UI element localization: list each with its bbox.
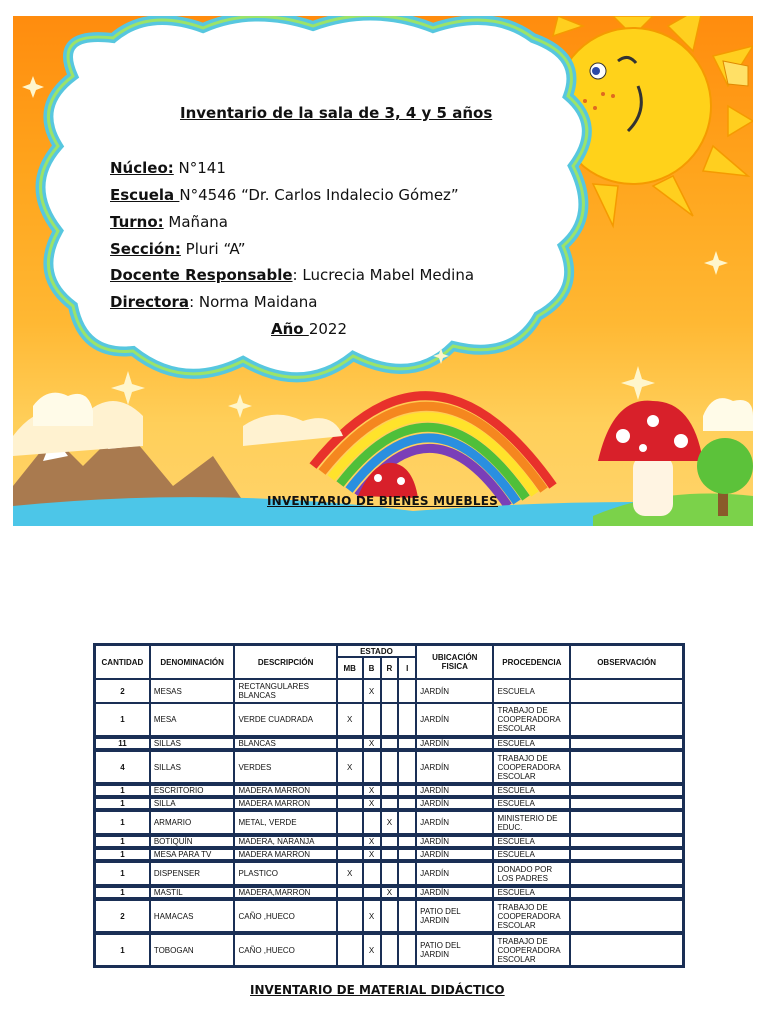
cell-cantidad: 1 bbox=[95, 834, 150, 847]
cell-ubicacion: JARDÍN bbox=[416, 834, 493, 847]
cell-mb bbox=[337, 809, 363, 834]
cell-cantidad: 1 bbox=[95, 809, 150, 834]
cell-procedencia: TRABAJO DE COOPERADORA ESCOLAR bbox=[493, 749, 570, 783]
section-title-didactico: INVENTARIO DE MATERIAL DIDÁCTICO bbox=[250, 983, 505, 997]
cell-denominacion: MESAS bbox=[150, 679, 235, 703]
cell-ubicacion: JARDÍN bbox=[416, 796, 493, 809]
info-value: : Norma Maidana bbox=[189, 293, 318, 311]
rainbow-icon bbox=[313, 396, 553, 506]
cell-observacion bbox=[570, 796, 683, 809]
info-value: N°141 bbox=[173, 159, 226, 177]
cell-b bbox=[363, 860, 381, 885]
cell-r bbox=[381, 796, 399, 809]
table-row bbox=[95, 783, 683, 796]
cell-r bbox=[381, 749, 399, 783]
cell-descripcion: VERDES bbox=[234, 749, 336, 783]
cell-i bbox=[398, 834, 416, 847]
header-mb: MB bbox=[337, 657, 363, 679]
cell-procedencia: MINISTERIO DE EDUC. bbox=[493, 809, 570, 834]
table-row bbox=[95, 703, 683, 736]
cell-i bbox=[398, 703, 416, 736]
table-row bbox=[95, 898, 683, 932]
info-nucleo bbox=[110, 159, 226, 177]
cell-r bbox=[381, 898, 399, 932]
cell-i bbox=[398, 860, 416, 885]
info-docente bbox=[110, 266, 474, 284]
cell-descripcion: MADERA MARRON bbox=[234, 796, 336, 809]
cell-ubicacion: JARDÍN bbox=[416, 703, 493, 736]
header-i: I bbox=[398, 657, 416, 679]
cell-observacion bbox=[570, 783, 683, 796]
cell-ubicacion: PATIO DEL JARDIN bbox=[416, 932, 493, 966]
header-estado: ESTADO bbox=[337, 645, 416, 657]
table-row bbox=[95, 749, 683, 783]
cell-descripcion: CAÑO ,HUECO bbox=[234, 932, 336, 966]
cell-denominacion: SILLAS bbox=[150, 749, 235, 783]
cell-b: X bbox=[363, 932, 381, 966]
cell-cantidad: 2 bbox=[95, 898, 150, 932]
cell-b: X bbox=[363, 796, 381, 809]
info-year bbox=[271, 320, 347, 338]
cover-illustration bbox=[13, 16, 753, 526]
cell-descripcion: CAÑO ,HUECO bbox=[234, 898, 336, 932]
cell-cantidad: 1 bbox=[95, 783, 150, 796]
cell-observacion bbox=[570, 847, 683, 860]
cell-observacion bbox=[570, 860, 683, 885]
info-seccion bbox=[110, 240, 246, 258]
cell-ubicacion: PATIO DEL JARDIN bbox=[416, 898, 493, 932]
cover-title: Inventario de la sala de 3, 4 y 5 años bbox=[180, 104, 493, 122]
info-label: Directora bbox=[110, 293, 190, 311]
cell-denominacion: ARMARIO bbox=[150, 809, 235, 834]
cell-mb bbox=[337, 796, 363, 809]
header-observacion: OBSERVACIÓN bbox=[570, 645, 683, 679]
cell-ubicacion: JARDÍN bbox=[416, 783, 493, 796]
info-directora bbox=[110, 293, 317, 311]
cell-r: X bbox=[381, 885, 399, 898]
cell-denominacion: DISPENSER bbox=[150, 860, 235, 885]
cell-mb: X bbox=[337, 749, 363, 783]
cell-b bbox=[363, 885, 381, 898]
table-row bbox=[95, 809, 683, 834]
cell-denominacion: BOTIQUÍN bbox=[150, 834, 235, 847]
cell-b bbox=[363, 809, 381, 834]
cell-denominacion: MESA bbox=[150, 703, 235, 736]
cell-mb: X bbox=[337, 860, 363, 885]
cell-observacion bbox=[570, 932, 683, 966]
info-value: Pluri “A” bbox=[180, 240, 246, 258]
cell-procedencia: ESCUELA bbox=[493, 736, 570, 749]
cell-denominacion: SILLAS bbox=[150, 736, 235, 749]
cell-cantidad: 1 bbox=[95, 885, 150, 898]
cell-i bbox=[398, 847, 416, 860]
cell-procedencia: DONADO POR LOS PADRES bbox=[493, 860, 570, 885]
table-row bbox=[95, 796, 683, 809]
cell-observacion bbox=[570, 736, 683, 749]
cell-descripcion: BLANCAS bbox=[234, 736, 336, 749]
cell-procedencia: ESCUELA bbox=[493, 834, 570, 847]
table-row bbox=[95, 736, 683, 749]
cell-mb: X bbox=[337, 703, 363, 736]
cell-i bbox=[398, 783, 416, 796]
cell-mb bbox=[337, 885, 363, 898]
cell-r bbox=[381, 932, 399, 966]
cell-i bbox=[398, 796, 416, 809]
cell-observacion bbox=[570, 749, 683, 783]
cell-r bbox=[381, 783, 399, 796]
cell-mb bbox=[337, 834, 363, 847]
table-row bbox=[95, 847, 683, 860]
cell-cantidad: 1 bbox=[95, 932, 150, 966]
info-escuela bbox=[110, 186, 459, 204]
cell-denominacion: MESA PARA TV bbox=[150, 847, 235, 860]
cell-i bbox=[398, 932, 416, 966]
cell-observacion bbox=[570, 834, 683, 847]
cell-mb bbox=[337, 679, 363, 703]
cell-procedencia: TRABAJO DE COOPERADORA ESCOLAR bbox=[493, 898, 570, 932]
year-label: Año bbox=[271, 320, 309, 338]
cell-cantidad: 1 bbox=[95, 860, 150, 885]
cell-denominacion: ESCRITORIO bbox=[150, 783, 235, 796]
info-label: Sección: bbox=[110, 240, 181, 258]
cell-b bbox=[363, 703, 381, 736]
section-title-bienes: INVENTARIO DE BIENES MUEBLES bbox=[267, 494, 498, 508]
header-ubicacion: UBICACIÓN FISICA bbox=[416, 645, 493, 679]
cell-cantidad: 1 bbox=[95, 847, 150, 860]
info-label: Núcleo: bbox=[110, 159, 174, 177]
cell-mb bbox=[337, 847, 363, 860]
cell-ubicacion: JARDÍN bbox=[416, 749, 493, 783]
cell-r bbox=[381, 736, 399, 749]
cell-i bbox=[398, 885, 416, 898]
cell-descripcion: MADERA,MARRON bbox=[234, 885, 336, 898]
cell-r bbox=[381, 860, 399, 885]
info-label: Docente Responsable bbox=[110, 266, 293, 284]
cell-i bbox=[398, 736, 416, 749]
cell-ubicacion: JARDÍN bbox=[416, 847, 493, 860]
cell-procedencia: TRABAJO DE COOPERADORA ESCOLAR bbox=[493, 932, 570, 966]
cell-ubicacion: JARDÍN bbox=[416, 885, 493, 898]
cell-ubicacion: JARDÍN bbox=[416, 736, 493, 749]
inventory-table bbox=[93, 643, 685, 968]
inventory-table-body bbox=[95, 679, 683, 966]
cell-cantidad: 1 bbox=[95, 796, 150, 809]
cell-descripcion: RECTANGULARES BLANCAS bbox=[234, 679, 336, 703]
cell-descripcion: VERDE CUADRADA bbox=[234, 703, 336, 736]
cell-descripcion: MADERA, NARANJA bbox=[234, 834, 336, 847]
cell-cantidad: 2 bbox=[95, 679, 150, 703]
header-denominacion: DENOMINACIÓN bbox=[150, 645, 235, 679]
cell-procedencia: ESCUELA bbox=[493, 847, 570, 860]
cell-r bbox=[381, 847, 399, 860]
table-row bbox=[95, 834, 683, 847]
cell-b: X bbox=[363, 834, 381, 847]
year-value: 2022 bbox=[308, 320, 348, 338]
cell-b: X bbox=[363, 679, 381, 703]
table-row bbox=[95, 932, 683, 966]
cell-r bbox=[381, 703, 399, 736]
cell-denominacion: SILLA bbox=[150, 796, 235, 809]
info-value: : Lucrecia Mabel Medina bbox=[292, 266, 475, 284]
cell-i bbox=[398, 898, 416, 932]
cell-i bbox=[398, 809, 416, 834]
cell-mb bbox=[337, 783, 363, 796]
cell-procedencia: ESCUELA bbox=[493, 796, 570, 809]
cell-observacion bbox=[570, 885, 683, 898]
cell-descripcion: METAL, VERDE bbox=[234, 809, 336, 834]
cell-procedencia: TRABAJO DE COOPERADORA ESCOLAR bbox=[493, 703, 570, 736]
cell-b: X bbox=[363, 783, 381, 796]
table-row bbox=[95, 860, 683, 885]
header-r: R bbox=[381, 657, 399, 679]
table-row bbox=[95, 885, 683, 898]
cell-mb bbox=[337, 736, 363, 749]
cell-mb bbox=[337, 932, 363, 966]
header-cantidad: CANTIDAD bbox=[95, 645, 150, 679]
cell-ubicacion: JARDÍN bbox=[416, 809, 493, 834]
cell-descripcion: MADERA MARRON bbox=[234, 847, 336, 860]
cell-r bbox=[381, 679, 399, 703]
info-turno bbox=[110, 213, 228, 231]
info-label: Turno: bbox=[110, 213, 164, 231]
cell-cantidad: 4 bbox=[95, 749, 150, 783]
cell-denominacion: MASTIL bbox=[150, 885, 235, 898]
cell-r bbox=[381, 834, 399, 847]
cell-observacion bbox=[570, 898, 683, 932]
info-label: Escuela bbox=[110, 186, 180, 204]
cell-denominacion: TOBOGAN bbox=[150, 932, 235, 966]
cell-cantidad: 1 bbox=[95, 703, 150, 736]
header-procedencia: PROCEDENCIA bbox=[493, 645, 570, 679]
cell-descripcion: PLASTICO bbox=[234, 860, 336, 885]
cell-b: X bbox=[363, 736, 381, 749]
cell-procedencia: ESCUELA bbox=[493, 783, 570, 796]
header-b: B bbox=[363, 657, 381, 679]
cell-observacion bbox=[570, 703, 683, 736]
cell-r: X bbox=[381, 809, 399, 834]
cell-ubicacion: JARDÍN bbox=[416, 860, 493, 885]
cell-ubicacion: JARDÍN bbox=[416, 679, 493, 703]
table-row bbox=[95, 679, 683, 703]
cell-b: X bbox=[363, 898, 381, 932]
info-value: Mañana bbox=[163, 213, 228, 231]
cell-observacion bbox=[570, 809, 683, 834]
cell-i bbox=[398, 749, 416, 783]
cell-observacion bbox=[570, 679, 683, 703]
cell-denominacion: HAMACAS bbox=[150, 898, 235, 932]
cell-descripcion: MADERA MARRON bbox=[234, 783, 336, 796]
cell-b bbox=[363, 749, 381, 783]
header-descripcion: DESCRIPCIÓN bbox=[234, 645, 336, 679]
cell-mb bbox=[337, 898, 363, 932]
info-value: N°4546 “Dr. Carlos Indalecio Gómez” bbox=[179, 186, 459, 204]
cell-cantidad: 11 bbox=[95, 736, 150, 749]
cell-procedencia: ESCUELA bbox=[493, 679, 570, 703]
cell-b: X bbox=[363, 847, 381, 860]
cell-procedencia: ESCUELA bbox=[493, 885, 570, 898]
cell-i bbox=[398, 679, 416, 703]
